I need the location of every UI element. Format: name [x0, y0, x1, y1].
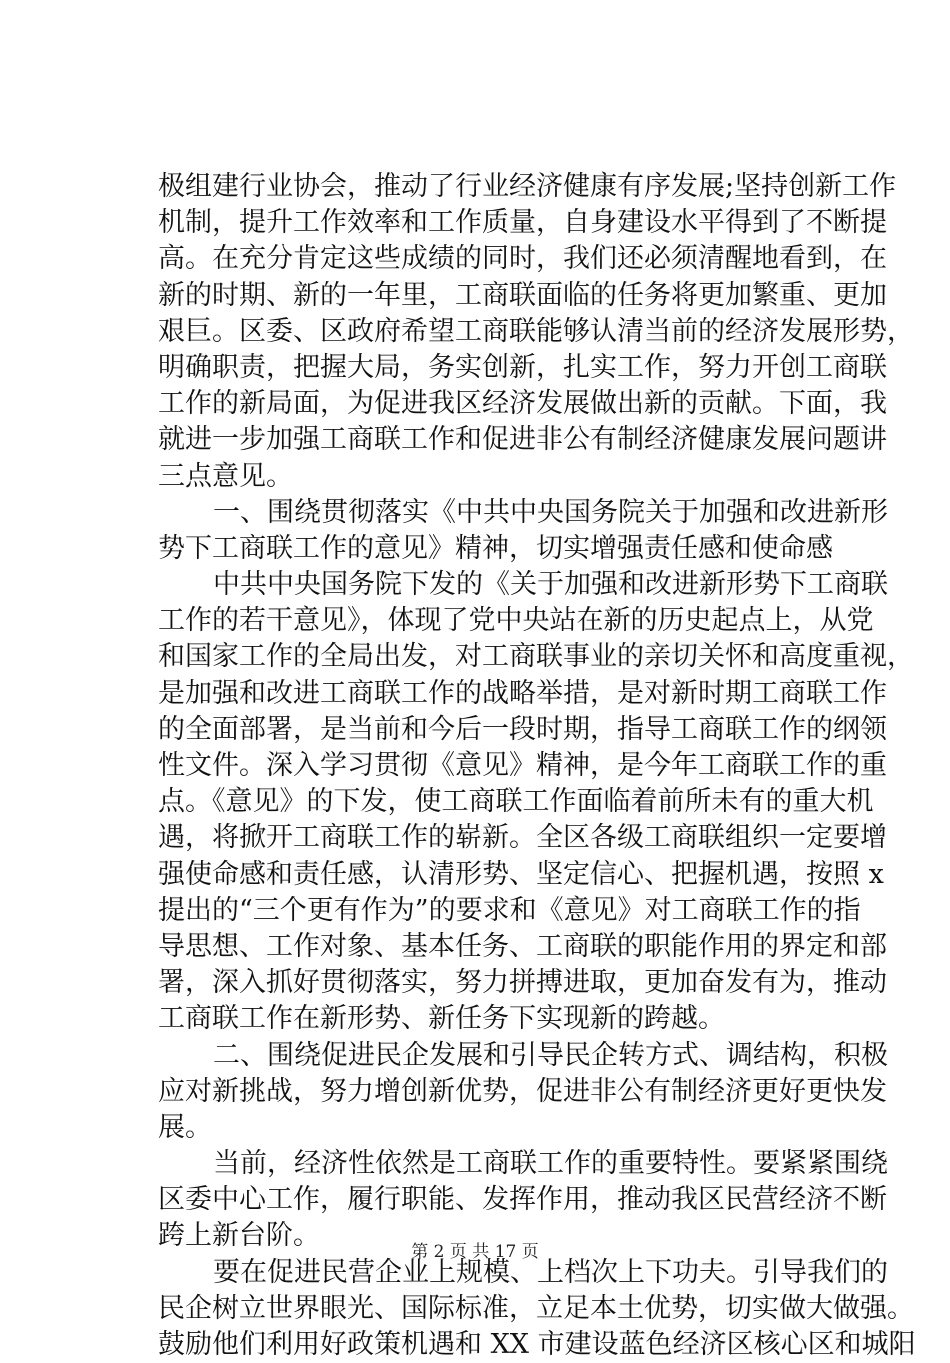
text-line: 当前，经济性依然是工商联工作的重要特性。要紧紧围绕	[213, 1148, 888, 1180]
text-line: 民企树立世界眼光、国际标准，立足本土优势，切实做大做强。	[158, 1292, 914, 1324]
text-line: 的全面部署，是当前和今后一段时期，指导工商联工作的纲领	[158, 713, 887, 745]
text-line: 三点意见。	[158, 460, 293, 492]
text-line: 提出的“三个更有作为”的要求和《意见》对工商联工作的指	[158, 894, 861, 926]
text-line: 二、围绕促进民企发展和引导民企转方式、调结构，积极	[213, 1039, 888, 1071]
text-line: 艰巨。区委、区政府希望工商联能够认清当前的经济发展形势，	[158, 315, 914, 347]
text-line: 点。《意见》的下发，使工商联工作面临着前所未有的重大机	[158, 786, 874, 818]
text-line: 中共中央国务院下发的《关于加强和改进新形势下工商联	[213, 569, 888, 601]
text-line: 机制，提升工作效率和工作质量，自身建设水平得到了不断提	[158, 207, 887, 239]
text-line: 应对新挑战，努力增创新优势，促进非公有制经济更好更快发	[158, 1075, 887, 1107]
text-line: 导思想、工作对象、基本任务、工商联的职能作用的界定和部	[158, 930, 887, 962]
text-line: 工商联工作在新形势、新任务下实现新的跨越。	[158, 1003, 725, 1035]
text-line: 遇，将掀开工商联工作的崭新。全区各级工商联组织一定要增	[158, 822, 887, 854]
text-line: 极组建行业协会，推动了行业经济健康有序发展;坚持创新工作	[158, 171, 897, 202]
text-line: 区委中心工作，履行职能、发挥作用，推动我区民营经济不断	[158, 1184, 887, 1216]
text-line: 明确职责，把握大局，务实创新，扎实工作，努力开创工商联	[158, 351, 887, 383]
text-line: 是加强和改进工商联工作的战略举措，是对新时期工商联工作	[158, 677, 887, 709]
text-line: 跨上新台阶。	[158, 1220, 320, 1252]
text-line: 一、围绕贯彻落实《中共中央国务院关于加强和改进新形	[213, 496, 888, 528]
text-line: 工作的新局面，为促进我区经济发展做出新的贡献。下面，我	[158, 388, 887, 420]
document-body	[158, 169, 916, 1363]
text-line: 署，深入抓好贯彻落实，努力拼搏进取，更加奋发有为，推动	[158, 967, 887, 999]
text-line: 性文件。深入学习贯彻《意见》精神，是今年工商联工作的重	[158, 750, 887, 781]
text-line: 就进一步加强工商联工作和促进非公有制经济健康发展问题讲	[158, 424, 887, 456]
text-line: 工作的若干意见》，体现了党中央站在新的历史起点上，从党	[158, 605, 874, 637]
text-line: 势下工商联工作的意见》精神，切实增强责任感和使命感	[158, 532, 833, 564]
text-line: 要在促进民营企业上规模、上档次上下功夫。引导我们的	[213, 1256, 888, 1288]
text-line: 强使命感和责任感，认清形势、坚定信心、把握机遇，按照 x	[158, 858, 884, 890]
text-line: 高。在充分肯定这些成绩的同时，我们还必须清醒地看到，在	[158, 243, 887, 275]
text-line: 展。	[158, 1111, 212, 1143]
text-line: 鼓励他们利用好政策机遇和 XX 市建设蓝色经济区核心区和城阳	[158, 1329, 916, 1360]
page-number-footer: 第 2 页 共 17 页	[411, 1242, 539, 1262]
text-line: 新的时期、新的一年里，工商联面临的任务将更加繁重、更加	[158, 279, 887, 311]
text-line: 和国家工作的全局出发，对工商联事业的亲切关怀和高度重视，	[158, 641, 914, 673]
